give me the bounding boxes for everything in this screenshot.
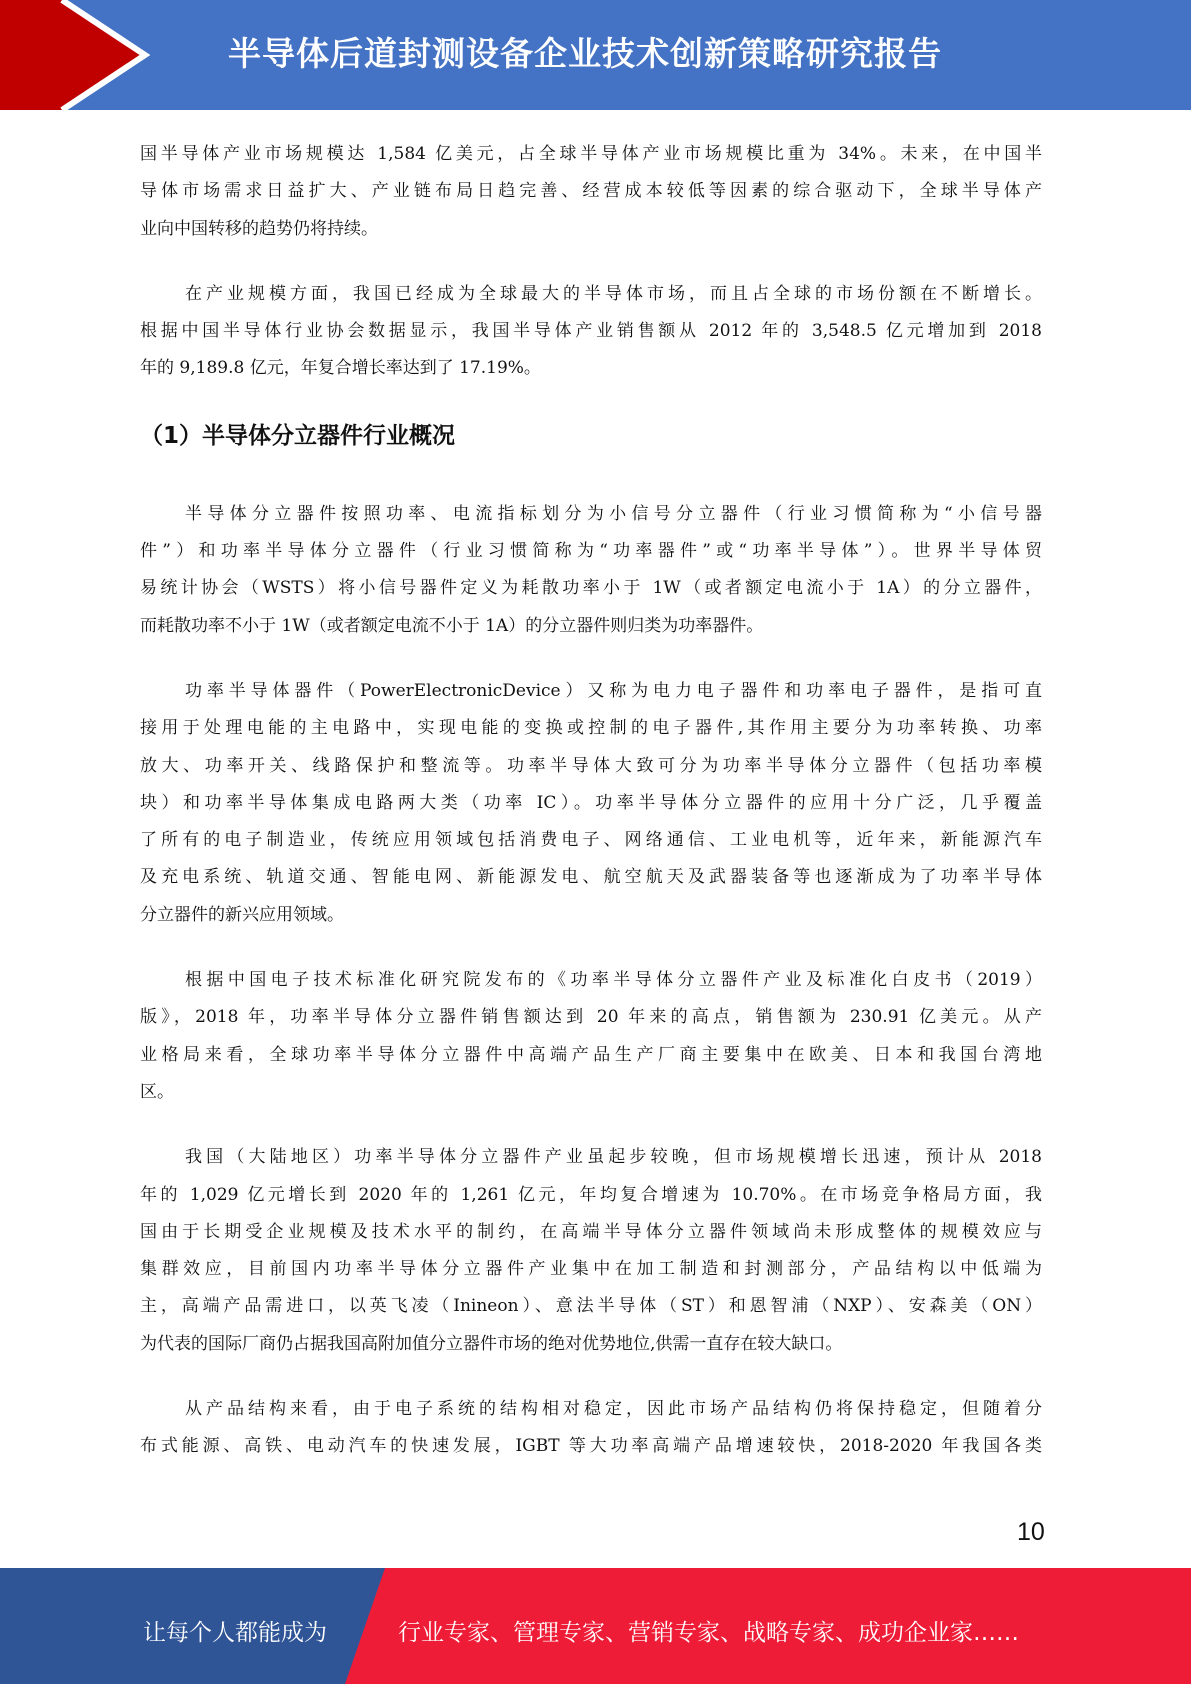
text-line: 国由于长期受企业规模及技术水平的制约，在高端半导体分立器件领域尚未形成整体的规模效应与 xyxy=(140,1221,1042,1242)
paragraph xyxy=(140,1391,1042,1466)
text-line: 在产业规模方面，我国已经成为全球最大的半导体市场，而且占全球的市场份额在不断增长。 xyxy=(185,283,1042,304)
text-line: 年的 1,029 亿元增长到 2020 年的 1,261 亿元，年均复合增速为 10.70%。在市场竞争格局方面，我 xyxy=(140,1184,1042,1205)
document-body xyxy=(140,136,1042,1494)
text-line: 及充电系统、轨道交通、智能电网、新能源发电、航空航天及武器装备等也逐渐成为了功率半导体 xyxy=(140,867,1042,888)
text-line: 集群效应，目前国内功率半导体分立器件产业集中在加工制造和封测部分，产品结构以中低端为 xyxy=(140,1259,1042,1280)
text-line: 分立器件的新兴应用领域。 xyxy=(140,904,344,925)
text-line: 为代表的国际厂商仍占据我国高附加值分立器件市场的绝对优势地位,供需一直存在较大缺口。 xyxy=(140,1333,843,1354)
text-line: 布式能源、高铁、电动汽车的快速发展，IGBT 等大功率高端产品增速较快，2018-2020 年我国各类 xyxy=(140,1436,1042,1457)
chevron-decoration-icon xyxy=(0,0,180,110)
text-line: 功率半导体器件（PowerElectronicDevice）又称为电力电子器件和功率电子器件，是指可直 xyxy=(185,680,1042,701)
text-line: 年的 9,189.8 亿元，年复合增长率达到了 17.19%。 xyxy=(140,358,541,379)
footer-slogan-left: 让每个人都能成为 xyxy=(143,1620,327,1646)
page-number: 10 xyxy=(1017,1518,1045,1546)
footer-slogan-right: 行业专家、管理专家、营销专家、战略专家、成功企业家…… xyxy=(398,1620,1019,1646)
paragraph xyxy=(140,962,1042,1111)
text-line: 主，高端产品需进口，以英飞凌（Inineon）、意法半导体（ST）和恩智浦（NXP）、安森美（ON） xyxy=(140,1296,1042,1317)
text-line: 版》，2018 年，功率半导体分立器件销售额达到 20 年来的高点，销售额为 230.91 亿美元。从产 xyxy=(140,1007,1042,1028)
text-line: 业格局来看，全球功率半导体分立器件中高端产品生产厂商主要集中在欧美、日本和我国台湾地 xyxy=(140,1044,1042,1065)
text-line: 导体市场需求日益扩大、产业链布局日趋完善、经营成本较低等因素的综合驱动下，全球半导体产 xyxy=(140,181,1042,202)
text-line: 我国（大陆地区）功率半导体分立器件产业虽起步较晚，但市场规模增长迅速，预计从 2018 xyxy=(185,1147,1042,1168)
text-line: 件”）和功率半导体分立器件（行业习惯简称为“功率器件”或“功率半导体”）。世界半导体贸 xyxy=(140,541,1042,562)
text-line: 接用于处理电能的主电路中，实现电能的变换或控制的电子器件,其作用主要分为功率转换、功率 xyxy=(140,718,1042,739)
text-line: 而耗散功率不小于 1W（或者额定电流不小于 1A）的分立器件则归类为功率器件。 xyxy=(140,615,764,636)
text-line: 块）和功率半导体集成电路两大类（功率 IC）。功率半导体分立器件的应用十分广泛，几乎覆盖 xyxy=(140,792,1042,813)
text-line: 了所有的电子制造业，传统应用领域包括消费电子、网络通信、工业电机等，近年来，新能源汽车 xyxy=(140,830,1042,851)
paragraph xyxy=(140,496,1042,645)
report-title: 半导体后道封测设备企业技术创新策略研究报告 xyxy=(228,34,942,73)
text-line: 根据中国半导体行业协会数据显示，我国半导体产业销售额从 2012 年的 3,548.5 亿元增加到 2018 xyxy=(140,321,1042,342)
page-header xyxy=(0,0,1191,110)
text-line: 区。 xyxy=(140,1081,174,1102)
paragraph xyxy=(140,673,1042,934)
section-heading: （1）半导体分立器件行业概况 xyxy=(140,422,456,449)
text-line: 从产品结构来看，由于电子系统的结构相对稳定，因此市场产品结构仍将保持稳定，但随着分 xyxy=(185,1399,1042,1420)
text-line: 放大、功率开关、线路保护和整流等。功率半导体大致可分为功率半导体分立器件（包括功率模 xyxy=(140,755,1042,776)
text-line: 半导体分立器件按照功率、电流指标划分为小信号分立器件（行业习惯简称为“小信号器 xyxy=(185,503,1042,524)
text-line: 业向中国转移的趋势仍将持续。 xyxy=(140,218,378,239)
paragraph xyxy=(140,136,1042,248)
page-footer xyxy=(0,1568,1191,1684)
text-line: 易统计协会（WSTS）将小信号器件定义为耗散功率小于 1W（或者额定电流小于 1A）的分立器件， xyxy=(140,578,1042,599)
paragraph xyxy=(140,1139,1042,1363)
paragraph xyxy=(140,276,1042,388)
text-line: 根据中国电子技术标准化研究院发布的《功率半导体分立器件产业及标准化白皮书（2019） xyxy=(185,970,1042,991)
text-line: 国半导体产业市场规模达 1,584 亿美元，占全球半导体产业市场规模比重为 34%。未来，在中国半 xyxy=(140,144,1042,164)
